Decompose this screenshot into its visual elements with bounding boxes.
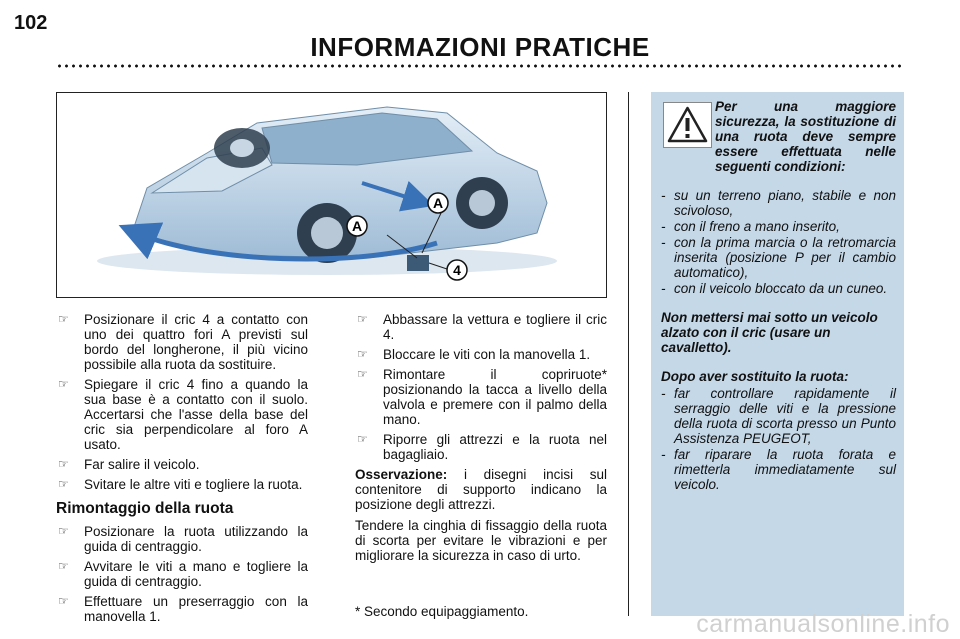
- pointing-hand-icon: ☞: [58, 559, 69, 573]
- step-text: Abbassare la vettura e togliere il cric 4.: [383, 312, 607, 342]
- condition-item: - su un terreno piano, stabile e non scivoloso,: [661, 188, 896, 218]
- page-title: INFORMAZIONI PRATICHE: [310, 32, 650, 62]
- column-separator: [628, 92, 629, 616]
- step-text: Bloccare le viti con la manovella 1.: [383, 347, 591, 362]
- step-item: [56, 559, 308, 589]
- after-text: far controllare rapidamente il serraggio delle viti e la pressione della ruota di scorta presso un Punto Assistenza PEUGEOT,: [674, 386, 896, 446]
- step-text: Posizionare il cric 4 a contatto con uno dei quattro fori A previsti sul bordo del longherone, il più vicino possibile alla ruota da sostituire.: [84, 312, 308, 372]
- spare-wheel-hub: [230, 139, 254, 157]
- step-text: Posizionare la ruota utilizzando la guida di centraggio.: [84, 524, 308, 554]
- safety-warning: Non mettersi mai sotto un veicolo alzato con il cric (usare un cavalletto).: [661, 310, 878, 355]
- after-item: - far riparare la ruota forata e rimetterla immediatamente sul veicolo.: [661, 447, 896, 492]
- step-item: [56, 477, 308, 492]
- pointing-hand-icon: ☞: [58, 477, 69, 491]
- step-item: [56, 524, 308, 554]
- step-item: [355, 432, 607, 462]
- step-text: Effettuare un preserraggio con la manovella 1.: [84, 594, 308, 624]
- step-text: Far salire il veicolo.: [84, 457, 200, 472]
- front-wheel-hub: [311, 217, 343, 249]
- pointing-hand-icon: ☞: [357, 367, 368, 381]
- car-jack-illustration: [56, 92, 607, 298]
- step-item: [56, 312, 308, 372]
- warning-box: [651, 92, 904, 616]
- left-column: [56, 312, 308, 629]
- callout-a-front-label: A: [351, 218, 363, 234]
- dotted-divider: [56, 64, 904, 68]
- condition-text: su un terreno piano, stabile e non scivoloso,: [674, 188, 896, 218]
- jack-tool: [407, 255, 429, 271]
- pointing-hand-icon: ☞: [58, 594, 69, 608]
- strap-note: Tendere la cinghia di fissaggio della ruota di scorta per evitare le vibrazioni e per migliorare la sicurezza in caso di urto.: [355, 518, 607, 563]
- pointing-hand-icon: ☞: [357, 432, 368, 446]
- callout-4-label: 4: [453, 262, 461, 278]
- condition-text: con la prima marcia o la retromarcia inserita (posizione P per il cambio automatico),: [674, 235, 896, 280]
- step-item: [56, 457, 308, 472]
- condition-item: - con il veicolo bloccato da un cuneo.: [661, 281, 888, 296]
- step-text: Rimontare il copriruote* posizionando la tacca a livello della valvola e premere con il palmo della mano.: [383, 367, 607, 427]
- step-item: [355, 312, 607, 342]
- after-text: far riparare la ruota forata e rimetterla immediatamente sul veicolo.: [674, 447, 896, 492]
- pointing-hand-icon: ☞: [58, 377, 69, 391]
- footnote: * Secondo equipaggiamento.: [355, 604, 529, 619]
- pointing-hand-icon: ☞: [357, 347, 368, 361]
- step-text: Avvitare le viti a mano e togliere la guida di centraggio.: [84, 559, 308, 589]
- condition-text: con il veicolo bloccato da un cuneo.: [674, 281, 888, 296]
- step-item: [355, 367, 607, 427]
- observation-label: Osservazione:: [355, 467, 448, 482]
- callout-a-rear-label: A: [432, 195, 444, 211]
- step-text: Spiegare il cric 4 fino a quando la sua base è a contatto con il suolo. Accertarsi che l'asse della base del cric sia perpendicolare al foro A usato.: [84, 377, 308, 452]
- step-text: Svitare le altre viti e togliere la ruota.: [84, 477, 303, 492]
- condition-text: con il freno a mano inserito,: [674, 219, 840, 234]
- observation-text: i disegni incisi sul contenitore di supporto indicano la posizione degli attrezzi.: [355, 467, 607, 512]
- pointing-hand-icon: ☞: [58, 524, 69, 538]
- after-item: - far controllare rapidamente il serraggio delle viti e la pressione della ruota di scorta presso un Punto Assistenza PEUGEOT,: [661, 386, 896, 446]
- condition-item: - con la prima marcia o la retromarcia inserita (posizione P per il cambio automatico),: [661, 235, 896, 280]
- page-number: 102: [14, 12, 48, 34]
- car-drawing: [57, 93, 606, 297]
- warning-heading: Per una maggiore sicurezza, la sostituzione di una ruota deve sempre essere effettuata nelle seguenti condizioni:: [715, 99, 896, 174]
- observation-note: [355, 467, 607, 512]
- step-text: Riporre gli attrezzi e la ruota nel bagagliaio.: [383, 432, 607, 462]
- watermark: carmanualsonline.info: [696, 610, 950, 638]
- step-item: [355, 347, 607, 362]
- step-item: [56, 377, 308, 452]
- section-subheading: Rimontaggio della ruota: [56, 500, 234, 517]
- pointing-hand-icon: ☞: [357, 312, 368, 326]
- rear-wheel-hub: [469, 190, 495, 216]
- step-item: [56, 594, 308, 624]
- pointing-hand-icon: ☞: [58, 457, 69, 471]
- middle-column: [355, 312, 607, 569]
- condition-item: - con il freno a mano inserito,: [661, 219, 840, 234]
- after-change-heading: Dopo aver sostituito la ruota:: [661, 369, 849, 384]
- warning-content: [661, 188, 896, 493]
- warning-icon: [663, 102, 712, 148]
- pointing-hand-icon: ☞: [58, 312, 69, 326]
